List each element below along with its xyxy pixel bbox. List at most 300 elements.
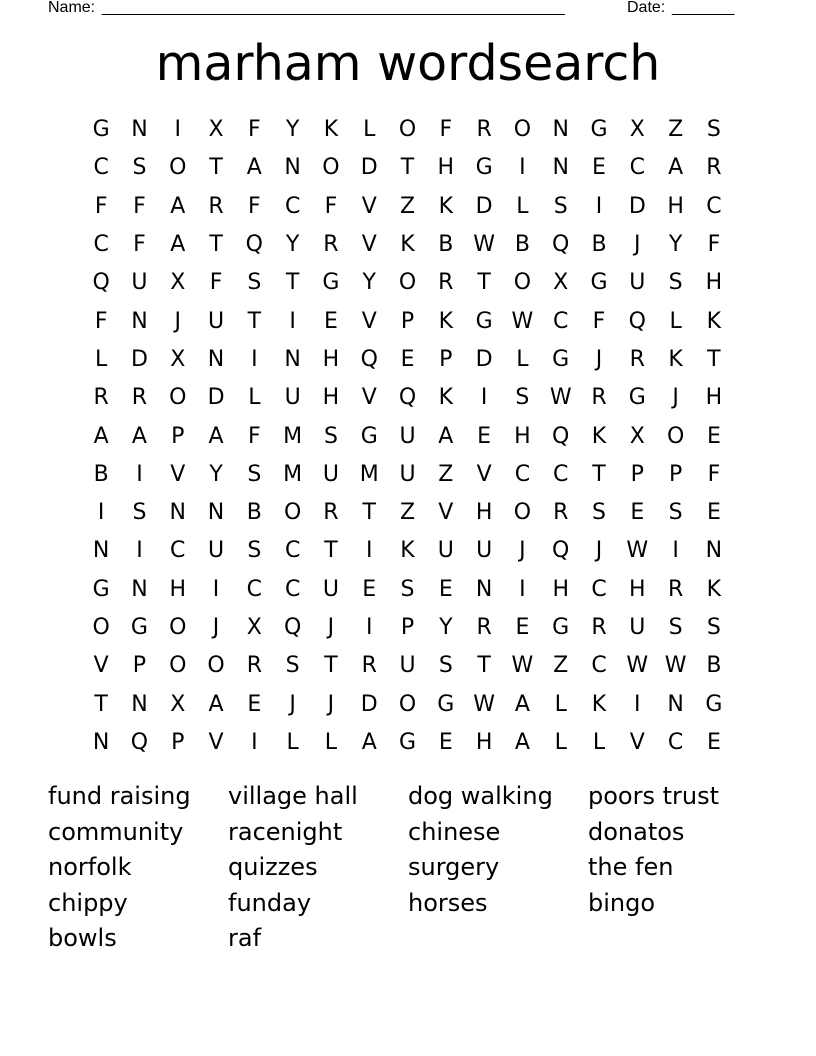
grid-letter: L bbox=[554, 729, 567, 755]
grid-row bbox=[82, 456, 736, 494]
grid-letter: U bbox=[399, 653, 416, 679]
grid-letter: U bbox=[207, 538, 225, 564]
grid-letter: T bbox=[247, 308, 262, 334]
grid-row bbox=[82, 226, 736, 264]
grid-letter: H bbox=[705, 385, 723, 411]
grid-row bbox=[82, 417, 736, 455]
page-title: marham wordsearch bbox=[155, 35, 661, 92]
grid-letter: J bbox=[212, 615, 220, 640]
grid-letter: V bbox=[361, 232, 377, 258]
grid-letter: J bbox=[174, 308, 181, 334]
word-list-item: funday bbox=[228, 888, 312, 917]
grid-letter: K bbox=[400, 232, 415, 258]
grid-letter: O bbox=[169, 653, 187, 679]
grid-letter: N bbox=[284, 155, 301, 181]
grid-letter: R bbox=[208, 193, 224, 219]
word-row bbox=[48, 886, 768, 922]
grid-letter: U bbox=[322, 576, 339, 602]
grid-letter: I bbox=[136, 538, 143, 564]
grid-letter: H bbox=[552, 576, 569, 602]
grid-letter: S bbox=[553, 193, 568, 219]
grid-letter: A bbox=[93, 423, 109, 449]
grid-letter: R bbox=[131, 385, 148, 411]
grid-letter: K bbox=[323, 117, 339, 143]
grid-letter: H bbox=[629, 576, 646, 602]
grid-letter: X bbox=[629, 423, 645, 449]
word-list-item: chinese bbox=[408, 817, 501, 846]
grid-letter: F bbox=[248, 193, 261, 219]
grid-letter: Y bbox=[285, 117, 300, 143]
word-list-item: dog walking bbox=[408, 782, 553, 811]
grid-letter: R bbox=[591, 615, 607, 640]
grid-letter: I bbox=[97, 500, 105, 526]
grid-letter: Y bbox=[668, 232, 683, 258]
grid-letter: Q bbox=[360, 346, 378, 372]
grid-letter: C bbox=[284, 193, 301, 219]
grid-letter: F bbox=[592, 308, 606, 334]
grid-letter: T bbox=[400, 155, 415, 181]
grid-letter: N bbox=[475, 576, 493, 602]
grid-letter: K bbox=[438, 385, 454, 411]
grid-letter: B bbox=[438, 232, 454, 258]
header bbox=[48, 0, 748, 20]
grid-letter: G bbox=[92, 576, 110, 602]
grid-letter: Q bbox=[628, 308, 646, 334]
grid-letter: S bbox=[668, 500, 683, 526]
grid-letter: E bbox=[400, 346, 415, 372]
word-list bbox=[48, 779, 768, 957]
grid-letter: C bbox=[284, 576, 301, 602]
grid-letter: N bbox=[284, 346, 301, 372]
grid-letter: Y bbox=[209, 461, 223, 487]
grid-letter: G bbox=[590, 117, 608, 143]
grid-row bbox=[82, 532, 736, 570]
grid-letter: P bbox=[400, 308, 415, 334]
grid-letter: J bbox=[595, 346, 603, 372]
grid-letter: T bbox=[592, 461, 606, 487]
grid-row bbox=[82, 264, 736, 302]
grid-letter: C bbox=[629, 155, 645, 181]
grid-letter: Q bbox=[245, 232, 263, 258]
word-row bbox=[48, 815, 768, 851]
grid-letter: W bbox=[626, 653, 649, 679]
grid-letter: U bbox=[629, 615, 646, 640]
grid-letter: A bbox=[131, 423, 147, 449]
grid-letter: C bbox=[514, 461, 531, 487]
grid-letter: A bbox=[208, 691, 224, 717]
grid-letter: N bbox=[705, 538, 723, 564]
grid-letter: C bbox=[93, 232, 109, 258]
grid-letter: F bbox=[707, 461, 721, 487]
grid-letter: A bbox=[514, 729, 530, 755]
grid-letter: V bbox=[93, 653, 109, 679]
grid-letter: R bbox=[246, 653, 262, 679]
grid-letter: W bbox=[626, 538, 649, 564]
grid-letter: L bbox=[516, 193, 529, 219]
grid-letter: I bbox=[595, 193, 603, 219]
word-list-item: poors trust bbox=[588, 782, 720, 811]
grid-letter: I bbox=[174, 117, 181, 143]
name-label: Name: bbox=[48, 0, 96, 16]
grid-letter: N bbox=[92, 729, 110, 755]
grid-letter: H bbox=[667, 193, 684, 219]
grid-letter: L bbox=[95, 346, 108, 372]
grid-letter: R bbox=[323, 232, 339, 258]
grid-row bbox=[82, 724, 736, 762]
grid-letter: Z bbox=[553, 653, 569, 679]
word-row bbox=[48, 779, 768, 815]
grid-row bbox=[82, 149, 736, 187]
grid-letter: G bbox=[360, 423, 378, 449]
grid-letter: O bbox=[513, 500, 532, 526]
grid-letter: T bbox=[707, 346, 721, 372]
word-list-item: chippy bbox=[48, 888, 128, 917]
grid-letter: V bbox=[170, 461, 186, 487]
grid-letter: C bbox=[591, 653, 607, 679]
grid-letter: C bbox=[246, 576, 263, 602]
grid-letter: P bbox=[171, 729, 185, 755]
grid-letter: D bbox=[628, 193, 646, 219]
grid-letter: K bbox=[438, 308, 454, 334]
grid-letter: V bbox=[438, 500, 454, 526]
grid-letter: B bbox=[93, 461, 109, 487]
grid-letter: B bbox=[706, 653, 722, 679]
grid-row bbox=[82, 111, 736, 149]
word-row bbox=[48, 921, 768, 957]
grid-letter: E bbox=[247, 691, 262, 717]
grid-letter: T bbox=[209, 232, 223, 258]
grid-letter: X bbox=[629, 117, 645, 143]
grid-letter: K bbox=[706, 576, 722, 602]
grid-letter: H bbox=[475, 729, 493, 755]
grid-letter: I bbox=[251, 729, 258, 755]
grid-letter: O bbox=[169, 615, 187, 640]
grid-letter: G bbox=[552, 615, 570, 640]
grid-letter: P bbox=[630, 461, 644, 487]
grid-letter: I bbox=[519, 155, 526, 181]
grid-letter: V bbox=[208, 729, 224, 755]
word-list-item: community bbox=[48, 817, 184, 846]
grid-letter: G bbox=[475, 308, 493, 334]
grid-letter: J bbox=[519, 538, 526, 564]
grid-letter: Z bbox=[668, 117, 684, 143]
grid-letter: C bbox=[706, 193, 722, 219]
grid-letter: L bbox=[554, 691, 567, 717]
grid-letter: M bbox=[283, 461, 303, 487]
grid-letter: R bbox=[667, 576, 684, 602]
grid-letter: Z bbox=[438, 461, 454, 487]
grid-letter: N bbox=[169, 500, 186, 526]
word-list-item: bowls bbox=[48, 924, 117, 953]
grid-letter: T bbox=[362, 500, 376, 526]
grid-letter: W bbox=[511, 653, 534, 679]
grid-letter: R bbox=[591, 385, 607, 411]
grid-letter: S bbox=[706, 117, 721, 143]
grid-letter: X bbox=[170, 691, 186, 717]
grid-letter: J bbox=[634, 232, 641, 258]
grid-letter: G bbox=[552, 346, 570, 372]
grid-letter: H bbox=[169, 576, 187, 602]
grid-letter: N bbox=[131, 308, 148, 334]
grid-letter: T bbox=[477, 270, 491, 296]
grid-letter: R bbox=[93, 385, 109, 411]
grid-letter: E bbox=[477, 423, 492, 449]
grid-letter: C bbox=[284, 538, 301, 564]
grid-letter: X bbox=[553, 270, 569, 296]
grid-letter: Y bbox=[439, 615, 453, 640]
grid-letter: S bbox=[706, 615, 721, 640]
grid-letter: W bbox=[664, 653, 687, 679]
word-list-item: raf bbox=[228, 924, 262, 953]
grid-letter: F bbox=[94, 193, 108, 219]
grid-letter: W bbox=[473, 232, 495, 258]
grid-letter: E bbox=[515, 615, 530, 640]
grid-letter: F bbox=[439, 117, 453, 143]
grid-letter: S bbox=[668, 270, 683, 296]
grid-letter: C bbox=[591, 576, 607, 602]
grid-letter: L bbox=[516, 346, 529, 372]
grid-letter: A bbox=[361, 729, 377, 755]
grid-letter: F bbox=[324, 193, 338, 219]
grid-letter: O bbox=[513, 270, 532, 296]
grid-letter: T bbox=[324, 653, 338, 679]
grid-letter: U bbox=[322, 461, 339, 487]
grid-letter: P bbox=[171, 423, 185, 449]
grid-letter: G bbox=[92, 117, 110, 143]
letter-grid bbox=[82, 111, 736, 762]
grid-letter: O bbox=[322, 155, 340, 181]
grid-letter: N bbox=[552, 117, 569, 143]
grid-letter: S bbox=[323, 423, 338, 449]
word-list-item: village hall bbox=[228, 782, 358, 811]
grid-letter: O bbox=[169, 155, 187, 181]
grid-letter: T bbox=[285, 270, 300, 296]
grid-letter: G bbox=[322, 270, 340, 296]
grid-letter: O bbox=[283, 500, 302, 526]
grid-letter: L bbox=[592, 729, 606, 755]
grid-letter: I bbox=[136, 461, 143, 487]
grid-letter: N bbox=[131, 691, 148, 717]
grid-letter: A bbox=[208, 423, 224, 449]
grid-row bbox=[82, 609, 736, 647]
grid-letter: O bbox=[398, 270, 417, 296]
grid-letter: R bbox=[706, 155, 722, 181]
grid-letter: S bbox=[438, 653, 453, 679]
grid-letter: K bbox=[668, 346, 683, 372]
grid-letter: A bbox=[514, 691, 530, 717]
grid-letter: F bbox=[133, 193, 146, 219]
word-list-item: bingo bbox=[588, 888, 656, 917]
grid-letter: T bbox=[94, 691, 108, 717]
grid-letter: S bbox=[132, 155, 147, 181]
grid-letter: A bbox=[668, 155, 684, 181]
grid-letter: L bbox=[324, 729, 338, 755]
grid-letter: D bbox=[475, 193, 493, 219]
grid-letter: U bbox=[284, 385, 301, 411]
grid-letter: C bbox=[553, 308, 569, 334]
grid-letter: V bbox=[476, 461, 492, 487]
grid-letter: U bbox=[207, 308, 225, 334]
word-list-item: surgery bbox=[408, 853, 500, 882]
grid-letter: H bbox=[705, 270, 723, 296]
grid-row bbox=[82, 341, 736, 379]
grid-letter: A bbox=[246, 155, 262, 181]
grid-letter: B bbox=[246, 500, 262, 526]
grid-letter: C bbox=[553, 461, 569, 487]
grid-letter: Q bbox=[283, 615, 302, 640]
word-list-item: the fen bbox=[588, 853, 674, 882]
grid-letter: H bbox=[514, 423, 531, 449]
grid-letter: Y bbox=[285, 232, 300, 258]
grid-letter: K bbox=[591, 691, 607, 717]
grid-letter: L bbox=[286, 729, 299, 755]
grid-letter: S bbox=[247, 461, 262, 487]
grid-letter: U bbox=[629, 270, 646, 296]
word-list-item: racenight bbox=[228, 817, 343, 846]
grid-letter: O bbox=[398, 691, 417, 717]
grid-letter: H bbox=[475, 500, 493, 526]
grid-letter: N bbox=[92, 538, 110, 564]
grid-letter: U bbox=[476, 538, 493, 564]
grid-letter: E bbox=[592, 155, 606, 181]
grid-letter: A bbox=[170, 193, 186, 219]
grid-letter: Q bbox=[552, 423, 570, 449]
grid-row bbox=[82, 685, 736, 723]
grid-letter: R bbox=[323, 500, 339, 526]
grid-letter: T bbox=[477, 653, 491, 679]
grid-letter: W bbox=[549, 385, 572, 411]
grid-letter: Q bbox=[398, 385, 417, 411]
grid-letter: R bbox=[476, 117, 492, 143]
grid-letter: S bbox=[400, 576, 415, 602]
grid-letter: F bbox=[707, 232, 721, 258]
grid-row bbox=[82, 379, 736, 417]
word-list-item: fund raising bbox=[48, 782, 191, 811]
grid-letter: G bbox=[130, 615, 148, 640]
grid-letter: N bbox=[131, 117, 148, 143]
grid-letter: E bbox=[323, 308, 338, 334]
grid-letter: O bbox=[207, 653, 225, 679]
grid-letter: C bbox=[93, 155, 109, 181]
grid-letter: J bbox=[327, 615, 335, 640]
grid-letter: U bbox=[399, 423, 416, 449]
grid-letter: X bbox=[170, 346, 186, 372]
grid-letter: D bbox=[360, 691, 378, 717]
grid-letter: I bbox=[251, 346, 258, 372]
grid-letter: Q bbox=[92, 270, 110, 296]
grid-letter: C bbox=[170, 538, 186, 564]
grid-letter: S bbox=[247, 270, 262, 296]
grid-letter: V bbox=[361, 308, 377, 334]
grid-letter: W bbox=[511, 308, 534, 334]
grid-letter: W bbox=[473, 691, 495, 717]
grid-letter: J bbox=[595, 538, 603, 564]
grid-letter: I bbox=[672, 538, 679, 564]
grid-letter: E bbox=[706, 500, 721, 526]
word-list-item: quizzes bbox=[228, 853, 318, 882]
date-line: _______ bbox=[672, 0, 735, 16]
grid-row bbox=[82, 571, 736, 609]
grid-letter: L bbox=[248, 385, 261, 411]
word-row bbox=[48, 850, 768, 886]
grid-row bbox=[82, 494, 736, 532]
grid-letter: D bbox=[475, 346, 493, 372]
grid-letter: N bbox=[207, 500, 225, 526]
grid-letter: E bbox=[362, 576, 377, 602]
grid-letter: O bbox=[92, 615, 110, 640]
word-list-item: horses bbox=[408, 888, 488, 917]
grid-letter: R bbox=[476, 615, 492, 640]
grid-row bbox=[82, 188, 736, 226]
grid-letter: O bbox=[513, 117, 532, 143]
grid-letter: X bbox=[170, 270, 186, 296]
date-label: Date: bbox=[627, 0, 666, 16]
name-line: ____________________________________________________ bbox=[102, 0, 565, 16]
grid-letter: M bbox=[359, 461, 379, 487]
grid-letter: S bbox=[285, 653, 300, 679]
grid-letter: G bbox=[705, 691, 723, 717]
grid-letter: E bbox=[706, 729, 721, 755]
grid-letter: G bbox=[590, 270, 608, 296]
grid-letter: J bbox=[289, 691, 296, 717]
grid-letter: M bbox=[283, 423, 303, 449]
grid-letter: R bbox=[438, 270, 454, 296]
grid-letter: G bbox=[398, 729, 417, 755]
grid-letter: C bbox=[667, 729, 684, 755]
grid-letter: D bbox=[360, 155, 378, 181]
grid-letter: U bbox=[399, 461, 416, 487]
grid-letter: E bbox=[438, 729, 453, 755]
grid-letter: A bbox=[170, 232, 186, 258]
grid-letter: G bbox=[437, 691, 455, 717]
grid-letter: R bbox=[553, 500, 569, 526]
grid-letter: B bbox=[514, 232, 530, 258]
grid-letter: O bbox=[169, 385, 187, 411]
grid-letter: D bbox=[130, 346, 148, 372]
grid-letter: X bbox=[208, 117, 224, 143]
grid-letter: F bbox=[133, 232, 146, 258]
grid-row bbox=[82, 647, 736, 685]
grid-letter: V bbox=[361, 193, 377, 219]
grid-letter: F bbox=[94, 308, 108, 334]
word-list-item: norfolk bbox=[48, 853, 132, 882]
grid-letter: O bbox=[398, 117, 417, 143]
grid-letter: B bbox=[591, 232, 607, 258]
grid-letter: Z bbox=[399, 500, 416, 526]
grid-letter: O bbox=[666, 423, 685, 449]
grid-letter: N bbox=[207, 346, 225, 372]
grid-letter: T bbox=[209, 155, 223, 181]
grid-letter: S bbox=[515, 385, 530, 411]
grid-letter: J bbox=[672, 385, 679, 411]
grid-letter: K bbox=[400, 538, 415, 564]
grid-letter: S bbox=[592, 500, 606, 526]
grid-letter: J bbox=[327, 691, 335, 717]
grid-letter: I bbox=[289, 308, 296, 334]
grid-letter: I bbox=[634, 691, 641, 717]
grid-letter: E bbox=[438, 576, 453, 602]
grid-letter: I bbox=[365, 615, 373, 640]
grid-letter: I bbox=[212, 576, 220, 602]
grid-letter: R bbox=[361, 653, 377, 679]
grid-letter: V bbox=[361, 385, 377, 411]
grid-letter: Z bbox=[399, 193, 416, 219]
grid-letter: Y bbox=[362, 270, 376, 296]
grid-letter: I bbox=[365, 538, 373, 564]
grid-letter: T bbox=[324, 538, 338, 564]
grid-letter: L bbox=[669, 308, 682, 334]
grid-letter: U bbox=[437, 538, 454, 564]
